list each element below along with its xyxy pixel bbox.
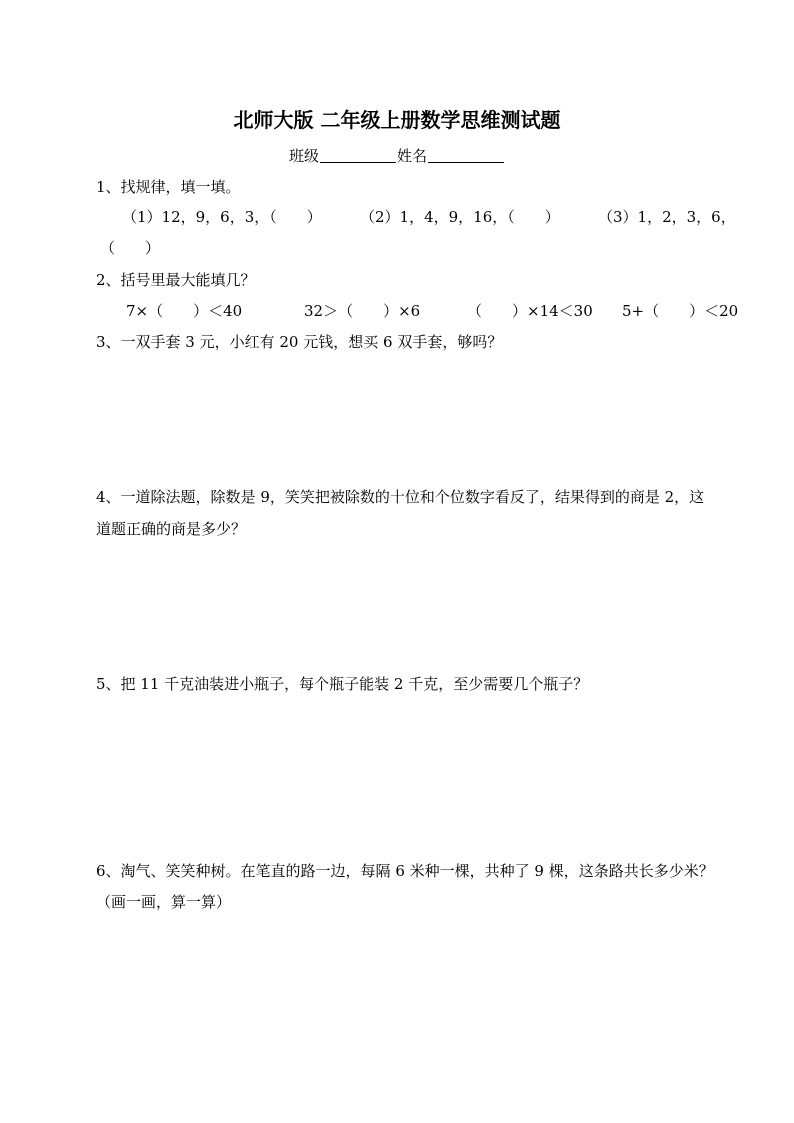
q6-answer-space[interactable] [96,920,736,1080]
question-6-line-1: 6、淘气、笑笑种树。在笔直的路一边，每隔 6 米种一棵，共种了 9 棵，这条路共长多少米？ [96,862,714,880]
q1-item-3-continuation: （ ） [100,239,161,257]
q4-answer-space[interactable] [96,548,736,668]
class-label: 班级 [288,147,319,165]
q1-item-1: （1）12，9，6，3，（ ） [122,208,322,226]
question-5-stem: 5、把 11 千克油装进小瓶子，每个瓶子能装 2 千克，至少需要几个瓶子？ [96,675,589,693]
q2-item-4: 5+（ ）＜20 [622,302,739,320]
question-6-line-2: （画一画，算一算） [96,893,232,911]
question-4-line-2: 道题正确的商是多少？ [96,520,247,538]
q1-item-2: （2）1，4，9，16，（ ） [360,208,560,226]
class-blank[interactable] [320,148,396,163]
question-3-stem: 3、一双手套 3 元，小红有 20 元钱，想买 6 双手套，够吗？ [96,333,503,351]
q2-item-2: 32＞（ ）×6 [304,302,421,320]
student-info-line [0,145,794,166]
question-4-line-1: 4、一道除法题，除数是 9，笑笑把被除数的十位和个位数字看反了，结果得到的商是 2，这 [96,488,705,506]
question-2-stem: 2、括号里最大能填几？ [96,271,256,289]
name-label: 姓名 [397,147,428,165]
name-blank[interactable] [428,148,504,163]
question-1-stem: 1、找规律，填一填。 [96,178,241,196]
page-title: 北师大版 二年级上册数学思维测试题 [233,108,561,132]
q1-item-3: （3）1，2，3，6， [598,208,736,226]
q2-item-3: （ ）×14＜30 [467,302,593,320]
q2-item-1: 7×（ ）＜40 [126,302,243,320]
q3-answer-space[interactable] [96,360,736,480]
q5-answer-space[interactable] [96,702,736,842]
